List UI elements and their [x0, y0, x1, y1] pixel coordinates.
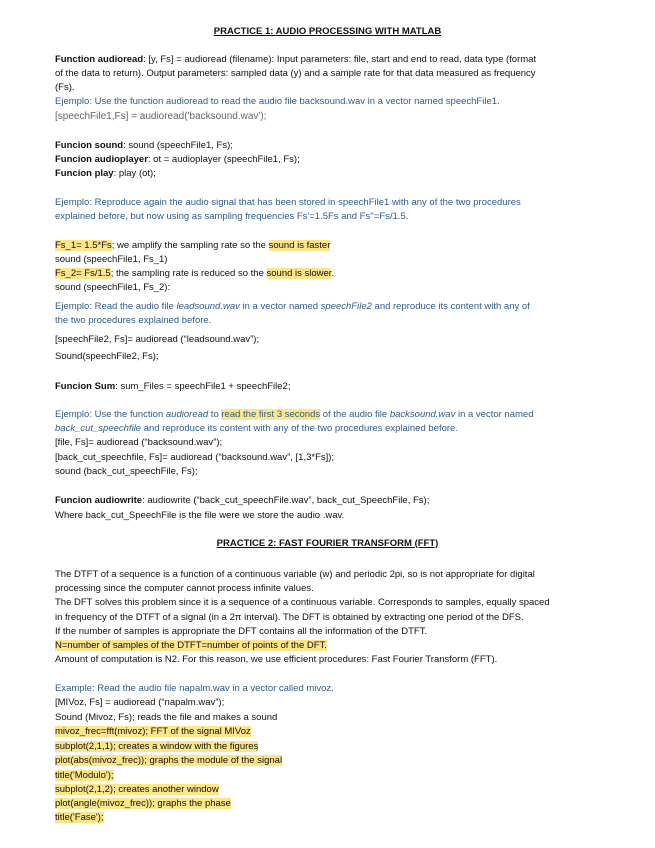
fft-code-7: subplot(2,1,2); creates another window: [55, 784, 219, 795]
audioread-label: Function audioread: [55, 54, 144, 65]
play-line: Funcion play: play (ot);: [55, 168, 156, 179]
practice1-title: PRACTICE 1: AUDIO PROCESSING WITH MATLAB: [213, 26, 442, 37]
example4-line1: Ejemplo: Use the function audioread to read the first 3 seconds of the audio file backsound.wav in a vector named: [55, 409, 534, 420]
read3-line: [file, Fs]= audioread (“backsound.wav”);: [55, 437, 223, 448]
where-line: Where back_cut_SpeechFile is the file were we store the audio .wav.: [55, 510, 345, 521]
example3-line2: the two procedures explained before.: [55, 315, 212, 326]
fft-code-2: Sound (Mivoz, Fs); reads the file and makes a sound: [55, 712, 278, 723]
fft-code-5: plot(abs(mivoz_frec)); graphs the module of the signal: [55, 755, 283, 766]
sound1-line: sound (speechFile1, Fs_1): [55, 254, 168, 265]
fft-example: Example: Read the audio file napalm.wav in a vector called mivoz.: [55, 683, 334, 694]
audiowrite-line: Funcion audiowrite: audiowrite (“back_cut_speechFile.wav”, back_cut_SpeechFile, Fs);: [55, 495, 430, 506]
sum-line: Funcion Sum: sum_Files = speechFile1 + speechFile2;: [55, 381, 291, 392]
sound4-line: sound (back_cut_speechFile, Fs);: [55, 466, 198, 477]
example4-line2: back_cut_speechfile and reproduce its content with any of the two procedures explained before.: [55, 423, 458, 434]
fs2-line: Fs_2= Fs/1.5; the sampling rate is reduced so the sound is slower.: [55, 268, 335, 279]
audioread-line3: (Fs).: [55, 82, 75, 93]
sound3-line: Sound(speechFile2, Fs);: [55, 351, 159, 362]
dtft-p1: The DTFT of a sequence is a function of a continuous variable (w) and periodic 2pi, so is not appropriate for digital: [55, 569, 535, 580]
fft-code-4: subplot(2,1,1); creates a window with the figures: [55, 741, 259, 752]
audioread-line2: of the data to return). Output parameters: sampled data (y) and a sample rate for that data measured as frequency: [55, 68, 536, 79]
dtft-p3: The DFT solves this problem since it is a sequence of a continuous variable. Corresponds to samples, equally spaced: [55, 597, 550, 608]
dtft-p5: If the number of samples is appropriate the DFT contains all the information of the DTFT.: [55, 626, 428, 637]
example3-line1: Ejemplo: Read the audio file leadsound.wav in a vector named speechFile2 and reproduce its content with any of: [55, 301, 530, 312]
dtft-p6: N=number of samples of the DTFT=number of points of the DFT.: [55, 640, 327, 651]
example2-line2: explained before, but now using as sampling frequencies Fs'=1.5Fs and Fs''=Fs/1.5.: [55, 211, 409, 222]
read4-line: [back_cut_speechfile, Fs]= audioread (“backsound.wav”, [1,3*Fs]);: [55, 452, 335, 463]
dtft-p4: in frequency of the DTFT of a signal (in a 2π interval). The DFT is obtained by extracting one period of the DFS.: [55, 612, 524, 623]
fft-code-1: [MIVoz, Fs] = audioread (“napalm.wav”);: [55, 697, 225, 708]
read2-line: [speechFile2, Fs]= audioread (“leadsound.wav”);: [55, 334, 260, 345]
audioread-example: Ejemplo: Use the function audioread to read the audio file backsound.wav in a vector named speechFile1.: [55, 96, 500, 107]
audioread-line1: Function audioread: [y, Fs] = audioread (filename): Input parameters: file, start and end to read, data type (format: [55, 54, 537, 65]
fft-code-9: title('Fase');: [55, 812, 104, 823]
fft-code-8: plot(angle(mivoz_frec)); graphs the phase: [55, 798, 231, 809]
fft-code-6: title('Modulo');: [55, 770, 114, 781]
sound-line: Funcion sound: sound (speechFile1, Fs);: [55, 140, 233, 151]
example2-line1: Ejemplo: Reproduce again the audio signal that has been stored in speechFile1 with any of the two procedures: [55, 197, 521, 208]
fs1-line: Fs_1= 1.5*Fs; we amplify the sampling rate so the sound is faster: [55, 240, 331, 251]
dtft-p7: Amount of computation is N2. For this reason, we use efficient procedures: Fast Fourier Transform (FFT).: [55, 654, 498, 665]
practice2-title: PRACTICE 2: FAST FOURIER TRANSFORM (FFT): [216, 538, 439, 549]
audioplayer-line: Funcion audioplayer: ot = audioplayer (speechFile1, Fs);: [55, 154, 300, 165]
dtft-p2: processing since the computer cannot process infinite values.: [55, 583, 314, 594]
fft-code-3: mivoz_frec=fft(mivoz); FFT of the signal MIVoz: [55, 726, 251, 737]
audioread-code: [speechFile1,Fs] = audioread('backsound.wav');: [55, 111, 267, 122]
sound2-line: sound (speechFile1, Fs_2):: [55, 282, 171, 293]
